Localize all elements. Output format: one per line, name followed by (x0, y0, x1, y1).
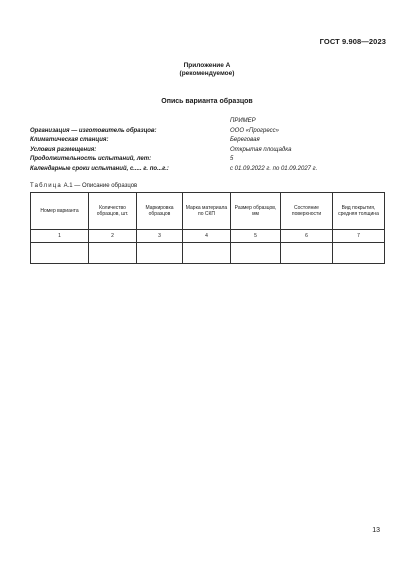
field-label: Организация — изготовитель образцов: (30, 127, 157, 134)
field-value: Открытая площадка (230, 146, 292, 153)
column-header: Размер образцов, мм (231, 193, 281, 230)
field-row-climate-station (30, 137, 390, 147)
table-caption (30, 183, 137, 189)
field-row-placement (30, 147, 390, 157)
column-number: 4 (183, 230, 231, 243)
table-cell (333, 243, 385, 264)
table-cell (31, 243, 89, 264)
field-label: Климатическая станция: (30, 137, 109, 144)
table-cell (137, 243, 183, 264)
column-header: Марка материала по СКП (183, 193, 231, 230)
field-row-duration (30, 156, 390, 166)
field-row-dates (30, 166, 390, 176)
example-row (30, 118, 390, 128)
column-number: 1 (31, 230, 89, 243)
column-number: 2 (89, 230, 137, 243)
column-header: Количество образцов, шт. (89, 193, 137, 230)
appendix-status: (рекомендуемое) (179, 70, 235, 77)
column-number: 6 (281, 230, 333, 243)
table-number-row (31, 230, 385, 243)
column-number: 3 (137, 230, 183, 243)
example-label: ПРИМЕР (230, 118, 256, 124)
table-cell (231, 243, 281, 264)
field-row-manufacturer (30, 128, 390, 138)
standard-code: ГОСТ 9.908—2023 (319, 37, 386, 46)
column-header: Номер варианта (31, 193, 89, 230)
form-fields (30, 118, 390, 176)
field-value: 5 (230, 156, 234, 163)
samples-table (30, 192, 385, 264)
table-cell (281, 243, 333, 264)
field-value: с 01.09.2022 г. по 01.09.2027 г. (230, 165, 318, 172)
table-cell (183, 243, 231, 264)
field-label: Продолжительность испытаний, лет: (30, 156, 152, 163)
field-value: Береговая (230, 137, 260, 144)
field-label: Условия размещения: (30, 146, 97, 153)
table-caption-text: А.1 — Описание образцов (63, 183, 138, 189)
document-title: Опись варианта образцов (161, 98, 253, 105)
table-cell (89, 243, 137, 264)
field-value: ООО «Прогресс» (230, 127, 279, 134)
column-header: Вид покрытия, средняя толщина (333, 193, 385, 230)
table-header-row (31, 193, 385, 230)
page-number: 13 (372, 527, 380, 534)
appendix-title: Приложение А (183, 62, 231, 69)
column-number: 7 (333, 230, 385, 243)
table-row (31, 243, 385, 264)
column-number: 5 (231, 230, 281, 243)
table-caption-tag: Таблица (30, 183, 62, 189)
column-header: Состояние поверхности (281, 193, 333, 230)
column-header: Маркировка образцов (137, 193, 183, 230)
appendix-heading (0, 62, 414, 78)
field-label: Календарные сроки испытаний, с..... г. по...г.: (30, 165, 169, 172)
